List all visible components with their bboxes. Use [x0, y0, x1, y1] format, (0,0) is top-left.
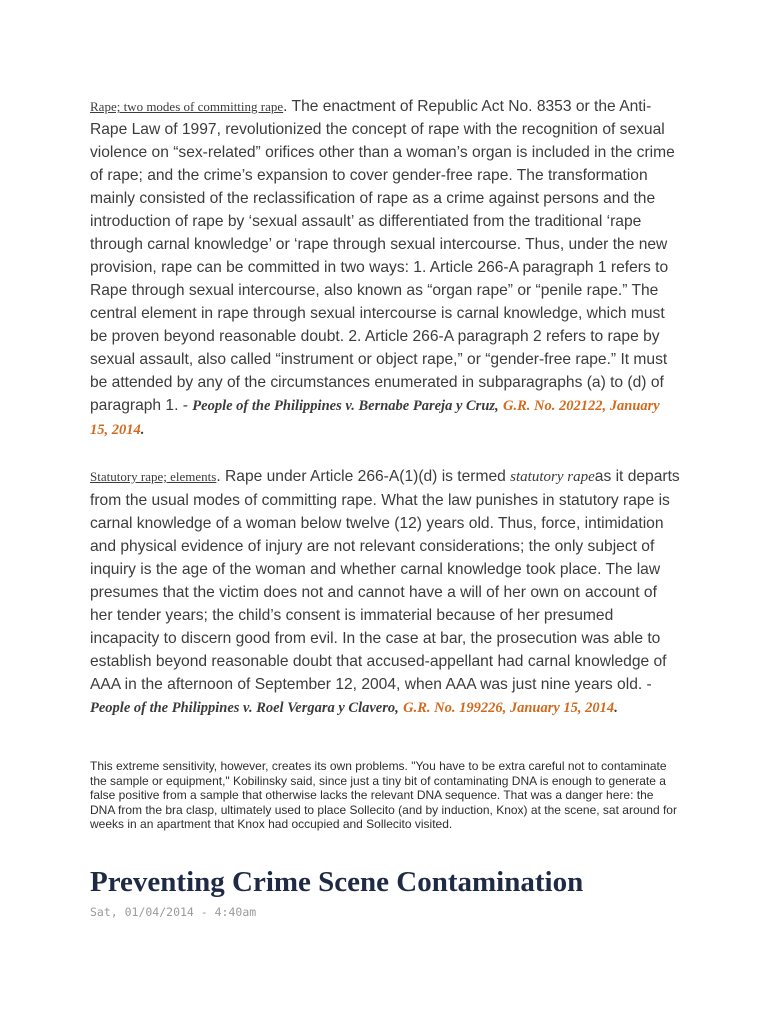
citation-link[interactable]: G.R. No. 199226, January 15, 2014	[403, 700, 615, 716]
article-title: Preventing Crime Scene Contamination	[90, 866, 584, 898]
article-date: Sat, 01/04/2014 - 4:40am	[90, 905, 257, 919]
section-rape-two-modes	[90, 95, 680, 442]
italic-term: statutory rape	[510, 469, 595, 485]
section-body-text: as it departs from the usual modes of committing rape. What the law punishes in statutory rape is carnal knowledge of a woman below twelve (12) years old. Thus, force, intimidation and physical evidence of injury are not relevant considerations; the only subject of inquiry is the age of the woman and whether carnal knowledge took place. The law presumes that the victim does not and cannot have a will of her own on account of her tender years; the child’s consent is immaterial because of her presumed incapacity to discern good from evil. In the case at bar, the prosecution was able to establish beyond reasonable doubt that accused-appellant had carnal knowledge of AAA in the afternoon of September 12, 2004, when AAA was just nine years old. -	[90, 468, 680, 693]
section-body-text: . Rape under Article 266-A(1)(d) is termed	[216, 468, 511, 485]
citation-end: .	[614, 700, 618, 716]
citation-link[interactable]: G.R. No. 202122, January 15, 2014	[90, 398, 660, 438]
section-body-text: . The enactment of Republic Act No. 8353 or the Anti-Rape Law of 1997, revolutionized the concept of rape with the recognition of sexual violence on “sex-related” orifices other than a woman’s organ is included in the crime of rape; and the crime’s expansion to cover gender-free rape. The transformation mainly consisted of the reclassification of rape as a crime against persons and the introduction of rape by ‘sexual assault’ as differentiated from the traditional ‘rape through carnal knowledge’ or ‘rape through sexual intercourse. Thus, under the new provision, rape can be committed in two ways: 1. Article 266-A paragraph 1 refers to Rape through sexual intercourse, also known as “organ rape” or “penile rape.” The central element in rape through sexual intercourse is carnal knowledge, which must be proven beyond reasonable doubt. 2. Article 266-A paragraph 2 refers to rape by sexual assault, also called “instrument or object rape,” or “gender-free rape.” It must be attended by any of the circumstances enumerated in subparagraphs (a) to (d) of paragraph 1. -	[90, 98, 675, 414]
section-heading-link[interactable]: Statutory rape; elements	[90, 469, 217, 484]
section-statutory-rape	[90, 465, 680, 720]
excerpt-paragraph: This extreme sensitivity, however, creates its own problems. "You have to be extra careful not to contaminate the sample or equipment," Kobilinsky said, since just a tiny bit of contaminating DNA is enough to generate a false positive from a sample that otherwise lacks the relevant DNA sequence. That was a danger here: the DNA from the bra clasp, ultimately used to place Sollecito (and by induction, Knox) at the scene, sat around for weeks in an apartment that Knox had occupied and Sollecito visited.	[90, 759, 677, 831]
citation-end: .	[140, 422, 145, 438]
section-heading-link[interactable]: Rape; two modes of committing rape	[90, 99, 284, 114]
case-name: People of the Philippines v. Bernabe Pareja y Cruz,	[192, 398, 499, 414]
case-name: People of the Philippines v. Roel Vergara y Clavero,	[90, 700, 399, 716]
